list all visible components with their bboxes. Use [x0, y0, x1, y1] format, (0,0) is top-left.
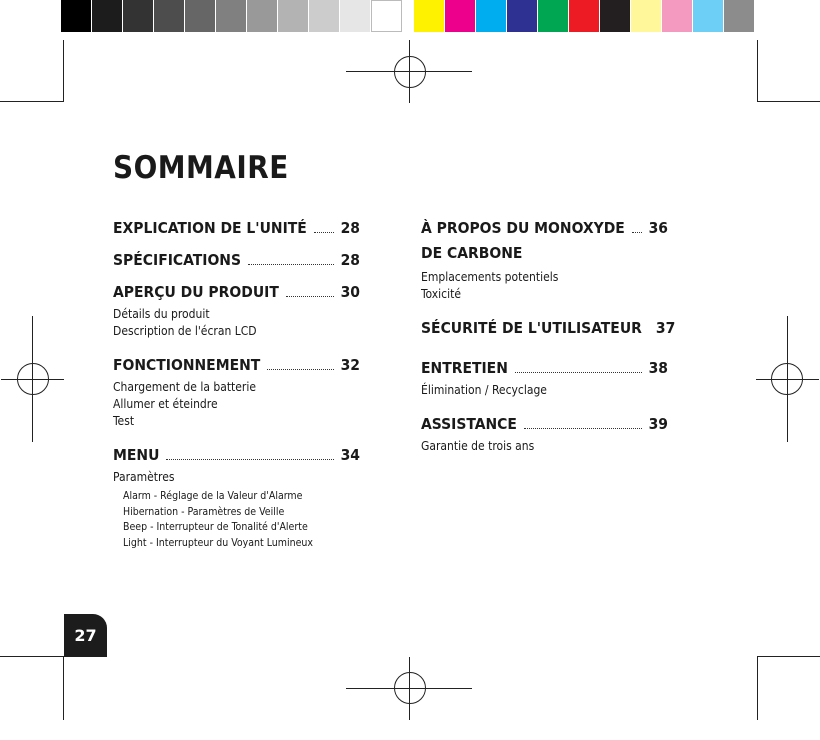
dot-leader	[632, 232, 642, 233]
process-swatch	[445, 0, 476, 32]
process-swatch	[662, 0, 693, 32]
dot-leader	[248, 264, 334, 265]
toc-subentry[interactable]: Emplacements potentiels	[421, 270, 559, 284]
grayscale-swatch	[92, 0, 123, 32]
grayscale-swatch	[371, 0, 402, 32]
toc-entry-title: ENTRETIEN	[421, 359, 508, 377]
toc-entry-explication[interactable]	[113, 217, 360, 239]
toc-entry-assistance[interactable]	[421, 413, 668, 435]
toc-entry-securite[interactable]	[421, 317, 676, 339]
toc-entry-title: ASSISTANCE	[421, 415, 517, 433]
toc-entry-title: SÉCURITÉ DE L'UTILISATEUR	[421, 319, 642, 337]
toc-page-number: 39	[648, 415, 668, 433]
toc-subentry[interactable]: Paramètres	[113, 470, 175, 484]
page-number-badge: 27	[64, 614, 107, 657]
grayscale-swatch	[309, 0, 340, 32]
dot-leader	[314, 232, 334, 233]
crop-mark	[0, 656, 63, 657]
toc-entry-apercu[interactable]	[113, 281, 360, 303]
registration-mark	[771, 363, 803, 395]
toc-subentry[interactable]: Description de l'écran LCD	[113, 324, 257, 338]
toc-entry-entretien[interactable]	[421, 357, 668, 379]
process-swatch	[476, 0, 507, 32]
toc-entry-specifications[interactable]	[113, 249, 360, 271]
grayscale-swatch	[340, 0, 371, 32]
toc-entry-title: EXPLICATION DE L'UNITÉ	[113, 219, 307, 237]
toc-entry-title: SPÉCIFICATIONS	[113, 251, 242, 269]
toc-left-column	[113, 217, 360, 551]
registration-mark	[394, 672, 426, 704]
crop-mark	[63, 40, 64, 102]
dot-leader	[166, 459, 333, 460]
registration-mark	[394, 56, 426, 88]
process-swatch	[631, 0, 662, 32]
toc-subsubentry[interactable]: Hibernation - Paramètres de Veille	[123, 505, 285, 518]
toc-page-number: 34	[340, 446, 360, 464]
process-swatch	[724, 0, 755, 32]
toc-page-number: 36	[648, 219, 668, 237]
page-title: SOMMAIRE	[113, 150, 289, 186]
process-color-bar	[414, 0, 755, 32]
crop-mark	[757, 40, 758, 102]
crop-mark	[757, 101, 820, 102]
toc-subentry[interactable]: Garantie de trois ans	[421, 439, 535, 453]
toc-subentry[interactable]: Détails du produit	[113, 307, 210, 321]
toc-subentry[interactable]: Élimination / Recyclage	[421, 383, 547, 397]
grayscale-swatch	[247, 0, 278, 32]
dot-leader	[267, 369, 333, 370]
toc-subsubentry[interactable]: Light - Interrupteur du Voyant Lumineux	[123, 536, 313, 549]
crop-mark	[0, 101, 63, 102]
crop-mark	[757, 656, 758, 720]
toc-page-number: 28	[340, 219, 360, 237]
process-swatch	[507, 0, 538, 32]
toc-page-number: 28	[340, 251, 360, 269]
toc-entry-title: APERÇU DU PRODUIT	[113, 283, 279, 301]
process-swatch	[414, 0, 445, 32]
toc-right-column	[421, 217, 676, 455]
process-swatch	[693, 0, 724, 32]
process-swatch	[569, 0, 600, 32]
toc-subsubentry[interactable]: Beep - Interrupteur de Tonalité d'Alerte	[123, 521, 308, 533]
toc-subentry[interactable]: Test	[113, 414, 135, 428]
grayscale-swatch	[216, 0, 247, 32]
toc-entry-title: MENU	[113, 446, 160, 464]
registration-mark	[17, 363, 49, 395]
crop-mark	[757, 656, 820, 657]
process-swatch	[600, 0, 631, 32]
toc-subentry[interactable]: Toxicité	[421, 287, 461, 301]
toc-subsubentry[interactable]: Alarm - Réglage de la Valeur d'Alarme	[123, 490, 303, 502]
dot-leader	[524, 428, 642, 429]
toc-entry-fonctionnement[interactable]	[113, 354, 360, 376]
toc-entry-monoxyde[interactable]	[421, 217, 668, 239]
toc-entry-title: FONCTIONNEMENT	[113, 356, 261, 374]
toc-entry-title: À PROPOS DU MONOXYDE	[421, 219, 625, 237]
dot-leader	[286, 296, 334, 297]
toc-subentry[interactable]: Allumer et éteindre	[113, 397, 218, 411]
grayscale-color-bar	[61, 0, 402, 32]
grayscale-swatch	[61, 0, 92, 32]
toc-subentry[interactable]: Chargement de la batterie	[113, 380, 257, 394]
toc-entry-title-continued: DE CARBONE	[421, 244, 523, 262]
toc-page-number: 38	[648, 359, 668, 377]
toc-page-number: 37	[655, 319, 676, 337]
toc-page-number: 30	[340, 283, 360, 301]
grayscale-swatch	[154, 0, 185, 32]
crop-mark	[63, 656, 64, 720]
grayscale-swatch	[123, 0, 154, 32]
toc-page-number: 32	[340, 356, 360, 374]
toc-entry-menu[interactable]	[113, 444, 360, 466]
grayscale-swatch	[185, 0, 216, 32]
dot-leader	[515, 372, 642, 373]
grayscale-swatch	[278, 0, 309, 32]
process-swatch	[538, 0, 569, 32]
